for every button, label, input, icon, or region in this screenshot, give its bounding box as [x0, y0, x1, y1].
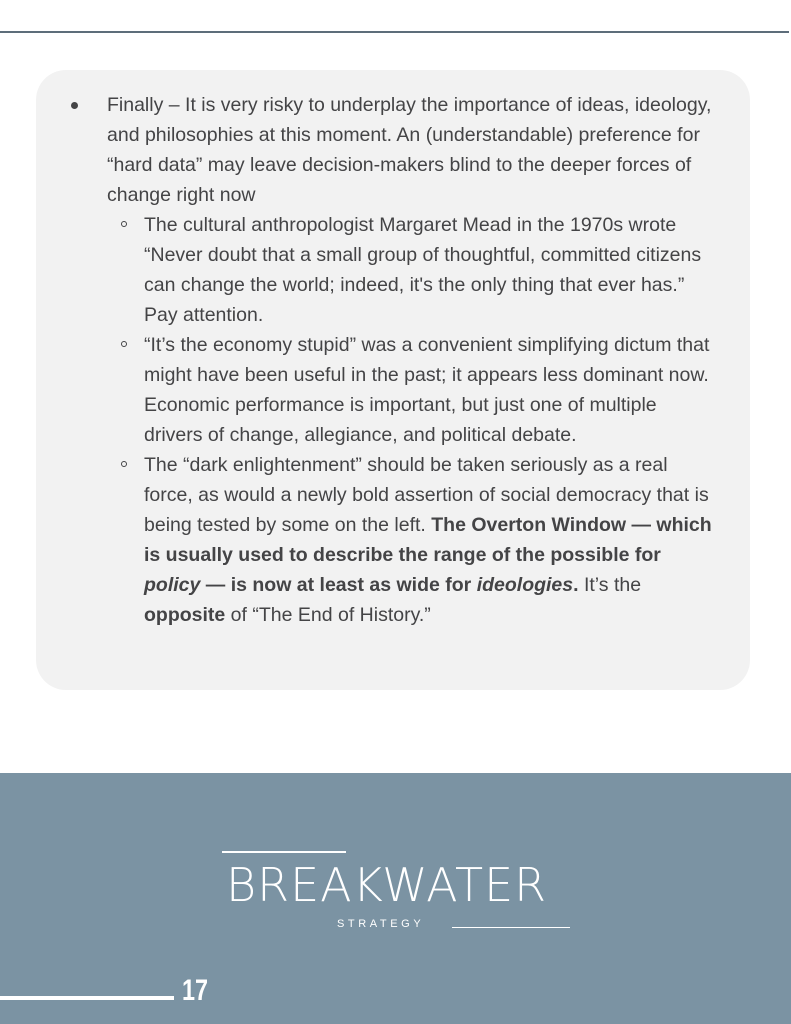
- page-number: 17: [182, 974, 209, 1007]
- bold-run-overton: The Overton Window — which is usually used to describe the range of the possible for: [144, 514, 712, 566]
- bold-italic-run-policy: policy: [144, 574, 201, 596]
- sub-bullet-text-dark-enlightenment: [144, 454, 712, 626]
- logo-top-rule: [222, 851, 346, 853]
- logo-wordmark: BREAKWATER: [226, 858, 548, 912]
- list-item: [71, 90, 716, 630]
- callout-box: [36, 70, 750, 690]
- header-divider: [0, 31, 789, 33]
- bullet-list: [71, 90, 716, 630]
- bold-run-period: .: [573, 574, 579, 596]
- sub-list-item: [107, 330, 716, 450]
- bullet-text-finally: Finally – It is very risky to underplay the importance of ideas, ideology, and philosophies at this moment. An (understandable) preference for “hard data” may leave decision-makers blind to the deeper forces of change right now: [107, 94, 712, 206]
- sub-list-item: [107, 210, 716, 330]
- text-run-end-of-history: of “The End of History.”: [225, 604, 431, 626]
- text-run: The “dark enlightenment” should be taken seriously as a real force, as would a newly bold assertion of social democracy that is being tested by some on the left.: [144, 454, 709, 536]
- footer-band: [0, 773, 791, 1024]
- bullet-dot-icon: [71, 102, 78, 109]
- bullet-circle-icon: [121, 461, 127, 467]
- bold-italic-run-ideologies: ideologies: [476, 574, 574, 596]
- page-number-rule: [0, 996, 174, 1000]
- logo-subtitle-rule: [452, 927, 570, 928]
- sub-bullet-list: [107, 210, 716, 630]
- text-run-its-the: It’s the: [578, 574, 642, 596]
- sub-bullet-text-economy: “It’s the economy stupid” was a convenient simplifying dictum that might have been useful in the past; it appears less dominant now. Economic performance is important, but just one of multiple drivers of change, allegiance, and political debate.: [144, 334, 710, 446]
- logo-subtitle: STRATEGY: [337, 918, 425, 930]
- sub-bullet-text-mead: The cultural anthropologist Margaret Mead in the 1970s wrote “Never doubt that a small group of thoughtful, committed citizens can change the world; indeed, it's the only thing that ever has.” Pay attention.: [144, 214, 702, 326]
- bold-run-opposite: opposite: [144, 604, 226, 626]
- bold-run-wide: — is now at least as wide for: [200, 574, 477, 596]
- bullet-circle-icon: [121, 221, 127, 227]
- sub-list-item: [107, 450, 716, 630]
- bullet-circle-icon: [121, 341, 127, 347]
